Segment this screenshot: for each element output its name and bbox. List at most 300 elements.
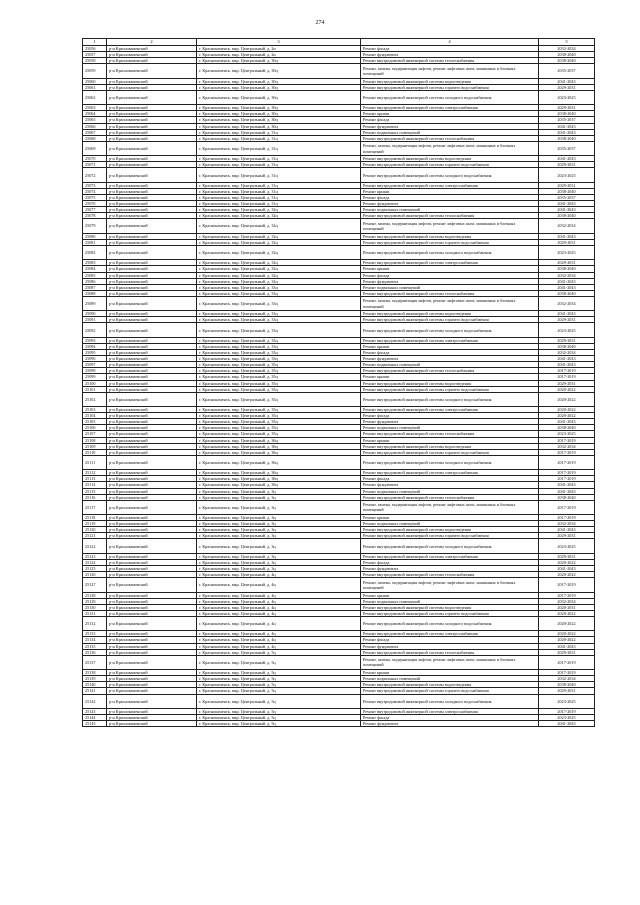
period-cell: 2017-2019 <box>539 655 595 669</box>
row-number-cell: 25062 <box>83 90 107 104</box>
address-cell: г. Краснокаменск, мкр. Центральный, д. 4ц <box>197 610 361 616</box>
period-cell: 2035-2037 <box>539 117 595 123</box>
district-cell: р-н Краснокаменский <box>107 566 197 572</box>
work-type-cell: Ремонт внутридомовой инженерной системы холодного водоснабжения <box>361 694 539 708</box>
work-type-cell: Ремонт, замена, модернизация лифтов, ремонт лифтовых шахт, машинных и блочных помещений <box>361 64 539 78</box>
table-row <box>83 245 595 259</box>
period-cell: 2020-2022 <box>539 616 595 630</box>
district-cell: р-н Краснокаменский <box>107 392 197 406</box>
period-cell: 2038-2040 <box>539 343 595 349</box>
address-cell: г. Краснокаменск, мкр. Центральный, д. 35ц <box>197 374 361 380</box>
work-type-cell: Ремонт фасада <box>361 117 539 123</box>
work-type-cell: Ремонт внутридомовой инженерной системы горячего водоснабжения <box>361 239 539 245</box>
work-type-cell: Ремонт внутридомовой инженерной системы электроснабжения <box>361 105 539 111</box>
row-number-cell: 25068 <box>83 135 107 141</box>
work-type-cell: Ремонт крыши <box>361 670 539 676</box>
period-cell: 2017-2019 <box>539 592 595 598</box>
row-number-cell: 25081 <box>83 239 107 245</box>
row-number-cell: 25106 <box>83 425 107 431</box>
period-cell: 2017-2019 <box>539 455 595 469</box>
row-number-cell: 25094 <box>83 343 107 349</box>
address-cell: г. Краснокаменск, мкр. Центральный, д. 30ц <box>197 90 361 104</box>
period-cell: 2032-2034 <box>539 272 595 278</box>
address-cell: г. Краснокаменск, мкр. Центральный, д. 30ц <box>197 78 361 84</box>
district-cell: р-н Краснокаменский <box>107 419 197 425</box>
row-number-cell: 25121 <box>83 533 107 539</box>
work-type-cell: Ремонт внутридомовой инженерной системы водоотведения <box>361 78 539 84</box>
period-cell: 2032-2034 <box>539 521 595 527</box>
address-cell: г. Краснокаменск, мкр. Центральный, д. 3ц <box>197 566 361 572</box>
period-cell: 2017-2019 <box>539 368 595 374</box>
work-type-cell: Ремонт внутридомовой инженерной системы горячего водоснабжения <box>361 533 539 539</box>
period-cell: 2017-2019 <box>539 708 595 714</box>
period-cell: 2020-2031 <box>539 604 595 610</box>
work-type-cell: Ремонт внутридомовой инженерной системы теплоснабжения <box>361 431 539 437</box>
address-cell: г. Краснокаменск, мкр. Центральный, д. 36ц <box>197 482 361 488</box>
address-cell: г. Краснокаменск, мкр. Центральный, д. 5ц <box>197 655 361 669</box>
row-number-cell: 25087 <box>83 284 107 290</box>
work-type-cell: Ремонт фундамента <box>361 356 539 362</box>
work-type-cell: Ремонт внутридомовой инженерной системы холодного водоснабжения <box>361 245 539 259</box>
work-type-cell: Ремонт крыши <box>361 111 539 117</box>
row-number-cell: 25063 <box>83 105 107 111</box>
row-number-cell: 25137 <box>83 655 107 669</box>
period-cell: 2017-2019 <box>539 515 595 521</box>
period-cell: 2032-2034 <box>539 676 595 682</box>
address-cell: г. Краснокаменск, мкр. Центральный, д. 32ц <box>197 213 361 219</box>
work-type-cell: Ремонт внутридомовой инженерной системы водоотведения <box>361 233 539 239</box>
period-cell: 2023-2025 <box>539 539 595 553</box>
address-cell: г. Краснокаменск, мкр. Центральный, д. 30ц <box>197 111 361 117</box>
district-cell: р-н Краснокаменский <box>107 578 197 592</box>
work-type-cell: Ремонт внутридомовой инженерной системы теплоснабжения <box>361 494 539 500</box>
row-number-cell: 25096 <box>83 356 107 362</box>
row-number-cell: 25102 <box>83 392 107 406</box>
table-row <box>83 694 595 708</box>
repair-schedule-table <box>82 38 595 727</box>
work-type-cell: Ремонт внутридомовой инженерной системы холодного водоснабжения <box>361 392 539 406</box>
table-row <box>83 64 595 78</box>
district-cell: р-н Краснокаменский <box>107 362 197 368</box>
work-type-cell: Ремонт крыши <box>361 592 539 598</box>
row-number-cell: 25078 <box>83 213 107 219</box>
row-number-cell: 25077 <box>83 207 107 213</box>
period-cell: 2038-2040 <box>539 425 595 431</box>
address-cell: г. Краснокаменск, мкр. Центральный, д. 30ц <box>197 58 361 64</box>
district-cell: р-н Краснокаменский <box>107 296 197 310</box>
address-cell: г. Краснокаменск, мкр. Центральный, д. 31ц <box>197 141 361 155</box>
period-cell: 2020-2022 <box>539 637 595 643</box>
period-cell: 2017-2019 <box>539 500 595 514</box>
row-number-cell: 25109 <box>83 443 107 449</box>
work-type-cell: Ремонт внутридомовой инженерной системы холодного водоснабжения <box>361 90 539 104</box>
district-cell: р-н Краснокаменский <box>107 637 197 643</box>
table-row <box>83 721 595 727</box>
period-cell: 2020-2022 <box>539 559 595 565</box>
district-cell: р-н Краснокаменский <box>107 260 197 266</box>
district-cell: р-н Краснокаменский <box>107 649 197 655</box>
address-cell: г. Краснокаменск, мкр. Центральный, д. 35ц <box>197 419 361 425</box>
address-cell: г. Краснокаменск, мкр. Центральный, д. 31ц <box>197 201 361 207</box>
table-row <box>83 455 595 469</box>
row-number-cell: 25136 <box>83 649 107 655</box>
period-cell: 2023-2025 <box>539 245 595 259</box>
work-type-cell: Ремонт внутридомовой инженерной системы теплоснабжения <box>361 649 539 655</box>
district-cell: р-н Краснокаменский <box>107 156 197 162</box>
row-number-cell: 25112 <box>83 470 107 476</box>
district-cell: р-н Краснокаменский <box>107 162 197 168</box>
row-number-cell: 25133 <box>83 631 107 637</box>
row-number-cell: 25083 <box>83 260 107 266</box>
district-cell: р-н Краснокаменский <box>107 129 197 135</box>
district-cell: р-н Краснокаменский <box>107 521 197 527</box>
work-type-cell: Ремонт внутридомовой инженерной системы горячего водоснабжения <box>361 449 539 455</box>
row-number-cell: 25113 <box>83 476 107 482</box>
period-cell: 2038-2040 <box>539 188 595 194</box>
period-cell: 2029-2031 <box>539 162 595 168</box>
period-cell: 2035-2037 <box>539 141 595 155</box>
district-cell: р-н Краснокаменский <box>107 670 197 676</box>
address-cell: г. Краснокаменск, мкр. Центральный, д. 36ц <box>197 455 361 469</box>
period-cell: 2020-2022 <box>539 392 595 406</box>
work-type-cell: Ремонт внутридомовой инженерной системы горячего водоснабжения <box>361 84 539 90</box>
address-cell: г. Краснокаменск, мкр. Центральный, д. 5ц <box>197 715 361 721</box>
district-cell: р-н Краснокаменский <box>107 52 197 58</box>
work-type-cell: Ремонт фундамента <box>361 278 539 284</box>
district-cell: р-н Краснокаменский <box>107 343 197 349</box>
address-cell: г. Краснокаменск, мкр. Центральный, д. 32ц <box>197 278 361 284</box>
address-cell: г. Краснокаменск, мкр. Центральный, д. 5ц <box>197 694 361 708</box>
period-cell: 2029-2031 <box>539 337 595 343</box>
address-cell: г. Краснокаменск, мкр. Центральный, д. 35ц <box>197 386 361 392</box>
row-number-cell: 25144 <box>83 715 107 721</box>
period-cell: 2017-2019 <box>539 670 595 676</box>
work-type-cell: Ремонт крыши <box>361 437 539 443</box>
work-type-cell: Ремонт внутридомовой инженерной системы холодного водоснабжения <box>361 168 539 182</box>
work-type-cell: Ремонт фундамента <box>361 419 539 425</box>
work-type-cell: Ремонт подвальных помещений <box>361 129 539 135</box>
address-cell: г. Краснокаменск, мкр. Центральный, д. 31ц <box>197 156 361 162</box>
period-cell: 2041-2043 <box>539 482 595 488</box>
row-number-cell: 25120 <box>83 527 107 533</box>
district-cell: р-н Краснокаменский <box>107 708 197 714</box>
address-cell: г. Краснокаменск, мкр. Центральный, д. 36ц <box>197 449 361 455</box>
address-cell: г. Краснокаменск, мкр. Центральный, д. 35ц <box>197 368 361 374</box>
period-cell: 2041-2043 <box>539 233 595 239</box>
address-cell: г. Краснокаменск, мкр. Центральный, д. 3ц <box>197 533 361 539</box>
district-cell: р-н Краснокаменский <box>107 323 197 337</box>
address-cell: г. Краснокаменск, мкр. Центральный, д. 5ц <box>197 676 361 682</box>
address-cell: г. Краснокаменск, мкр. Центральный, д. 5ц <box>197 682 361 688</box>
period-cell: 2017-2019 <box>539 578 595 592</box>
address-cell: г. Краснокаменск, мкр. Центральный, д. 32ц <box>197 245 361 259</box>
district-cell: р-н Краснокаменский <box>107 494 197 500</box>
district-cell: р-н Краснокаменский <box>107 311 197 317</box>
district-cell: р-н Краснокаменский <box>107 168 197 182</box>
period-cell: 2038-2040 <box>539 213 595 219</box>
period-cell: 2038-2040 <box>539 494 595 500</box>
period-cell: 2041-2043 <box>539 78 595 84</box>
address-cell: г. Краснокаменск, мкр. Центральный, д. 2и <box>197 52 361 58</box>
address-cell: г. Краснокаменск, мкр. Центральный, д. 36ц <box>197 470 361 476</box>
period-cell: 2023-2025 <box>539 168 595 182</box>
period-cell: 2020-2022 <box>539 572 595 578</box>
period-cell: 2032-2034 <box>539 350 595 356</box>
period-cell: 2020-2022 <box>539 386 595 392</box>
period-cell: 2017-2019 <box>539 476 595 482</box>
address-cell: г. Краснокаменск, мкр. Центральный, д. 3ц <box>197 521 361 527</box>
header-cell: 2 <box>107 39 197 46</box>
address-cell: г. Краснокаменск, мкр. Центральный, д. 5ц <box>197 649 361 655</box>
row-number-cell: 25071 <box>83 162 107 168</box>
period-cell: 2029-2031 <box>539 317 595 323</box>
district-cell: р-н Краснокаменский <box>107 655 197 669</box>
district-cell: р-н Краснокаменский <box>107 201 197 207</box>
period-cell: 2029-2031 <box>539 239 595 245</box>
work-type-cell: Ремонт внутридомовой инженерной системы электроснабжения <box>361 407 539 413</box>
period-cell: 2029-2031 <box>539 84 595 90</box>
address-cell: г. Краснокаменск, мкр. Центральный, д. 5ц <box>197 708 361 714</box>
work-type-cell: Ремонт внутридомовой инженерной системы теплоснабжения <box>361 290 539 296</box>
district-cell: р-н Краснокаменский <box>107 46 197 52</box>
address-cell: г. Краснокаменск, мкр. Центральный, д. 36ц <box>197 443 361 449</box>
district-cell: р-н Краснокаменский <box>107 592 197 598</box>
row-number-cell: 25139 <box>83 676 107 682</box>
row-number-cell: 25143 <box>83 708 107 714</box>
row-number-cell: 25104 <box>83 413 107 419</box>
work-type-cell: Ремонт фасада <box>361 194 539 200</box>
work-type-cell: Ремонт внутридомовой инженерной системы электроснабжения <box>361 337 539 343</box>
work-type-cell: Ремонт фасада <box>361 715 539 721</box>
period-cell: 2029-2031 <box>539 533 595 539</box>
period-cell: 2023-2025 <box>539 323 595 337</box>
period-cell: 2038-2040 <box>539 58 595 64</box>
period-cell: 2032-2034 <box>539 296 595 310</box>
address-cell: г. Краснокаменск, мкр. Центральный, д. 32ц <box>197 266 361 272</box>
address-cell: г. Краснокаменск, мкр. Центральный, д. 5ц <box>197 721 361 727</box>
district-cell: р-н Краснокаменский <box>107 386 197 392</box>
table-row <box>83 323 595 337</box>
address-cell: г. Краснокаменск, мкр. Центральный, д. 33ц <box>197 296 361 310</box>
district-cell: р-н Краснокаменский <box>107 233 197 239</box>
district-cell: р-н Краснокаменский <box>107 688 197 694</box>
row-number-cell: 25067 <box>83 129 107 135</box>
header-cell: 3 <box>197 39 361 46</box>
work-type-cell: Ремонт внутридомовой инженерной системы водоотведения <box>361 311 539 317</box>
table-row <box>83 296 595 310</box>
work-type-cell: Ремонт фасада <box>361 476 539 482</box>
header-cell: 1 <box>83 39 107 46</box>
row-number-cell: 25056 <box>83 46 107 52</box>
row-number-cell: 25059 <box>83 64 107 78</box>
row-number-cell: 25082 <box>83 245 107 259</box>
address-cell: г. Краснокаменск, мкр. Центральный, д. 35ц <box>197 425 361 431</box>
work-type-cell: Ремонт внутридомовой инженерной системы холодного водоснабжения <box>361 616 539 630</box>
district-cell: р-н Краснокаменский <box>107 194 197 200</box>
district-cell: р-н Краснокаменский <box>107 135 197 141</box>
row-number-cell: 25084 <box>83 266 107 272</box>
table-row <box>83 616 595 630</box>
period-cell: 2017-2019 <box>539 449 595 455</box>
period-cell: 2017-2019 <box>539 437 595 443</box>
period-cell: 2029-2031 <box>539 649 595 655</box>
address-cell: г. Краснокаменск, мкр. Центральный, д. 4ц <box>197 616 361 630</box>
district-cell: р-н Краснокаменский <box>107 207 197 213</box>
work-type-cell: Ремонт внутридомовой инженерной системы холодного водоснабжения <box>361 539 539 553</box>
period-cell: 2038-2040 <box>539 52 595 58</box>
address-cell: г. Краснокаменск, мкр. Центральный, д. 30ц <box>197 64 361 78</box>
period-cell: 2041-2043 <box>539 156 595 162</box>
address-cell: г. Краснокаменск, мкр. Центральный, д. 31ц <box>197 182 361 188</box>
district-cell: р-н Краснокаменский <box>107 455 197 469</box>
address-cell: г. Краснокаменск, мкр. Центральный, д. 35ц <box>197 380 361 386</box>
district-cell: р-н Краснокаменский <box>107 272 197 278</box>
district-cell: р-н Краснокаменский <box>107 631 197 637</box>
work-type-cell: Ремонт фасада <box>361 413 539 419</box>
work-type-cell: Ремонт внутридомовой инженерной системы теплоснабжения <box>361 572 539 578</box>
row-number-cell: 25086 <box>83 278 107 284</box>
work-type-cell: Ремонт фасада <box>361 272 539 278</box>
district-cell: р-н Краснокаменский <box>107 337 197 343</box>
row-number-cell: 25058 <box>83 58 107 64</box>
row-number-cell: 25090 <box>83 311 107 317</box>
period-cell: 2041-2043 <box>539 123 595 129</box>
period-cell: 2032-2034 <box>539 443 595 449</box>
work-type-cell: Ремонт внутридомовой инженерной системы электроснабжения <box>361 553 539 559</box>
row-number-cell: 25118 <box>83 515 107 521</box>
period-cell: 2038-2040 <box>539 266 595 272</box>
period-cell: 2035-2037 <box>539 194 595 200</box>
address-cell: г. Краснокаменск, мкр. Центральный, д. 31ц <box>197 135 361 141</box>
district-cell: р-н Краснокаменский <box>107 449 197 455</box>
page-number: 274 <box>315 20 325 26</box>
row-number-cell: 25061 <box>83 84 107 90</box>
district-cell: р-н Краснокаменский <box>107 604 197 610</box>
district-cell: р-н Краснокаменский <box>107 78 197 84</box>
row-number-cell: 25111 <box>83 455 107 469</box>
district-cell: р-н Краснокаменский <box>107 188 197 194</box>
table-row <box>83 578 595 592</box>
district-cell: р-н Краснокаменский <box>107 721 197 727</box>
district-cell: р-н Краснокаменский <box>107 374 197 380</box>
row-number-cell: 25142 <box>83 694 107 708</box>
work-type-cell: Ремонт подвальных помещений <box>361 284 539 290</box>
table-row <box>83 90 595 104</box>
work-type-cell: Ремонт подвальных помещений <box>361 598 539 604</box>
table-row <box>83 539 595 553</box>
period-cell: 2029-2031 <box>539 380 595 386</box>
work-type-cell: Ремонт внутридомовой инженерной системы водоотведения <box>361 527 539 533</box>
table-row <box>83 168 595 182</box>
district-cell: р-н Краснокаменский <box>107 117 197 123</box>
work-type-cell: Ремонт внутридомовой инженерной системы электроснабжения <box>361 182 539 188</box>
address-cell: г. Краснокаменск, мкр. Центральный, д. 5ц <box>197 688 361 694</box>
district-cell: р-н Краснокаменский <box>107 715 197 721</box>
address-cell: г. Краснокаменск, мкр. Центральный, д. 32ц <box>197 207 361 213</box>
address-cell: г. Краснокаменск, мкр. Центральный, д. 30ц <box>197 84 361 90</box>
row-number-cell: 25129 <box>83 598 107 604</box>
address-cell: г. Краснокаменск, мкр. Центральный, д. 33ц <box>197 343 361 349</box>
district-cell: р-н Краснокаменский <box>107 407 197 413</box>
address-cell: г. Краснокаменск, мкр. Центральный, д. 33ц <box>197 356 361 362</box>
address-cell: г. Краснокаменск, мкр. Центральный, д. 32ц <box>197 272 361 278</box>
period-cell: 2041-2043 <box>539 643 595 649</box>
row-number-cell: 25123 <box>83 553 107 559</box>
work-type-cell: Ремонт, замена, модернизация лифтов, ремонт лифтовых шахт, машинных и блочных помещений <box>361 500 539 514</box>
period-cell: 2041-2043 <box>539 488 595 494</box>
period-cell: 2029-2031 <box>539 260 595 266</box>
row-number-cell: 25134 <box>83 637 107 643</box>
row-number-cell: 25076 <box>83 201 107 207</box>
address-cell: г. Краснокаменск, мкр. Центральный, д. 32ц <box>197 233 361 239</box>
row-number-cell: 25079 <box>83 219 107 233</box>
row-number-cell: 25141 <box>83 688 107 694</box>
district-cell: р-н Краснокаменский <box>107 356 197 362</box>
work-type-cell: Ремонт подвальных помещений <box>361 362 539 368</box>
work-type-cell: Ремонт фундамента <box>361 566 539 572</box>
work-type-cell: Ремонт фасада <box>361 46 539 52</box>
work-type-cell: Ремонт внутридомовой инженерной системы водоотведения <box>361 604 539 610</box>
row-number-cell: 25092 <box>83 323 107 337</box>
work-type-cell: Ремонт внутридомовой инженерной системы электроснабжения <box>361 260 539 266</box>
address-cell: г. Краснокаменск, мкр. Центральный, д. 4ц <box>197 578 361 592</box>
address-cell: г. Краснокаменск, мкр. Центральный, д. 3ц <box>197 553 361 559</box>
table-row <box>83 392 595 406</box>
row-number-cell: 25145 <box>83 721 107 727</box>
district-cell: р-н Краснокаменский <box>107 105 197 111</box>
period-cell: 2020-2022 <box>539 631 595 637</box>
row-number-cell: 25095 <box>83 350 107 356</box>
work-type-cell: Ремонт подвальных помещений <box>361 676 539 682</box>
row-number-cell: 25070 <box>83 156 107 162</box>
work-type-cell: Ремонт, замена, модернизация лифтов, ремонт лифтовых шахт, машинных и блочных помещений <box>361 578 539 592</box>
district-cell: р-н Краснокаменский <box>107 694 197 708</box>
work-type-cell: Ремонт крыши <box>361 343 539 349</box>
row-number-cell: 25107 <box>83 431 107 437</box>
period-cell: 2023-2025 <box>539 90 595 104</box>
period-cell: 2023-2025 <box>539 431 595 437</box>
address-cell: г. Краснокаменск, мкр. Центральный, д. 33ц <box>197 323 361 337</box>
work-type-cell: Ремонт внутридомовой инженерной системы теплоснабжения <box>361 368 539 374</box>
address-cell: г. Краснокаменск, мкр. Центральный, д. 32ц <box>197 260 361 266</box>
district-cell: р-н Краснокаменский <box>107 437 197 443</box>
work-type-cell: Ремонт, замена, модернизация лифтов, ремонт лифтовых шахт, машинных и блочных помещений <box>361 296 539 310</box>
row-number-cell: 25126 <box>83 572 107 578</box>
address-cell: г. Краснокаменск, мкр. Центральный, д. 4ц <box>197 637 361 643</box>
address-cell: г. Краснокаменск, мкр. Центральный, д. 30ц <box>197 117 361 123</box>
district-cell: р-н Краснокаменский <box>107 413 197 419</box>
district-cell: р-н Краснокаменский <box>107 368 197 374</box>
row-number-cell: 25060 <box>83 78 107 84</box>
period-cell: 2023-2025 <box>539 694 595 708</box>
period-cell: 2017-2019 <box>539 470 595 476</box>
table-header-row <box>83 39 595 46</box>
row-number-cell: 25131 <box>83 610 107 616</box>
address-cell: г. Краснокаменск, мкр. Центральный, д. 2и <box>197 46 361 52</box>
row-number-cell: 25138 <box>83 670 107 676</box>
period-cell: 2041-2043 <box>539 311 595 317</box>
work-type-cell: Ремонт внутридомовой инженерной системы горячего водоснабжения <box>361 688 539 694</box>
work-type-cell: Ремонт, замена, модернизация лифтов, ремонт лифтовых шахт, машинных и блочных помещений <box>361 141 539 155</box>
row-number-cell: 25099 <box>83 374 107 380</box>
district-cell: р-н Краснокаменский <box>107 380 197 386</box>
row-number-cell: 25119 <box>83 521 107 527</box>
period-cell: 2038-2040 <box>539 111 595 117</box>
period-cell: 2041-2043 <box>539 566 595 572</box>
district-cell: р-н Краснокаменский <box>107 533 197 539</box>
district-cell: р-н Краснокаменский <box>107 488 197 494</box>
period-cell: 2041-2043 <box>539 129 595 135</box>
